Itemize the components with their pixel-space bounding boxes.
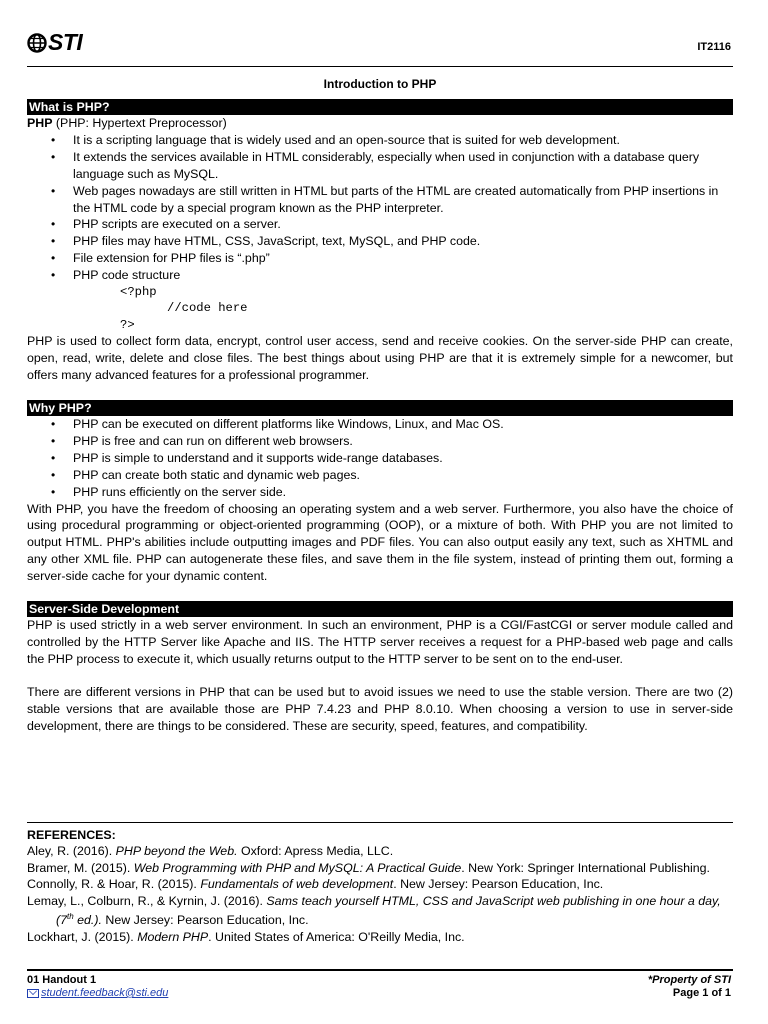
footer-right bbox=[648, 974, 731, 1000]
sti-logo bbox=[27, 29, 82, 56]
document-title: Introduction to PHP bbox=[323, 77, 437, 91]
handout-label: 01 Handout 1 bbox=[27, 974, 97, 986]
document-code: IT2116 bbox=[697, 41, 731, 53]
mail-icon bbox=[27, 989, 39, 998]
document-body bbox=[27, 99, 733, 735]
php-expansion: (PHP: Hypertext Preprocessor) bbox=[52, 116, 227, 130]
code-comment: //code here bbox=[167, 301, 248, 316]
list-item: • PHP is simple to understand and it supports wide-range databases. bbox=[73, 450, 733, 467]
logo-text: STI bbox=[48, 29, 83, 55]
page-footer bbox=[27, 969, 733, 999]
list-item: • PHP can be executed on different platforms like Windows, Linux, and Mac OS. bbox=[73, 416, 733, 433]
code-close-tag: ?> bbox=[120, 317, 135, 332]
list-item: • PHP scripts are executed on a server. bbox=[73, 216, 733, 233]
references-heading: REFERENCES: bbox=[27, 828, 116, 842]
list-item: • File extension for PHP files is “.php” bbox=[73, 250, 733, 267]
feedback-email-row bbox=[27, 987, 168, 1000]
section-paragraph: PHP is used to collect form data, encrypt, control user access, send and receive cookies. On the server-side PHP can create, open, read, write, delete and close files. The best things about using PHP are that it is extremely simple for a newcomer, but offers many advanced features for a professional programmer. bbox=[27, 334, 733, 383]
reference-item: Aley, R. (2016). PHP beyond the Web. Oxford: Apress Media, LLC. bbox=[27, 844, 394, 859]
list-item: • It is a scripting language that is widely used and an open-source that is suited for web development. bbox=[73, 132, 733, 149]
section-heading-why-php: Why PHP? bbox=[27, 400, 733, 416]
page-header bbox=[27, 26, 733, 67]
list-item: • PHP code structure bbox=[73, 267, 733, 284]
section-paragraph: PHP is used strictly in a web server environment. In such an environment, PHP is a CGI/FastCGI or server module called and controlled by the HTTP Server like Apache and IIS. The HTTP server receives a request for a PHP-based web page and calls the PHP process to execute it, which usually returns output to the HTTP server to be sent on to the end-user. bbox=[27, 618, 733, 666]
code-open-tag: <?php bbox=[120, 285, 157, 300]
list-item: • PHP can create both static and dynamic web pages. bbox=[73, 467, 733, 484]
section-paragraph: With PHP, you have the freedom of choosing an operating system and a web server. Furthermore, you also have the choice of using procedural programming or object-oriented programming (OOP), or a mixture of both. With PHP you are not limited to output HTML. PHP's abilities include outputting images and PDF files. You can also output easily any text, such as XHTML and any other XML file. PHP can autogenerate these files, and save them in the file system, instead of printing them out, forming a server-side cache for your dynamic content. bbox=[27, 501, 733, 584]
section-heading-what-is-php: What is PHP? bbox=[27, 99, 733, 115]
references bbox=[27, 822, 733, 945]
php-definition bbox=[27, 115, 733, 132]
list-item: • Web pages nowadays are still written in HTML but parts of the HTML are created automatically from PHP insertions in the HTML code by a special program known as the PHP interpreter. bbox=[73, 183, 733, 217]
reference-item: Lockhart, J. (2015). Modern PHP. United States of America: O'Reilly Media, Inc. bbox=[27, 929, 465, 944]
footer-left bbox=[27, 974, 168, 1000]
reference-item: Connolly, R. & Hoar, R. (2015). Fundamentals of web development. New Jersey: Pearson Education, Inc. bbox=[27, 877, 604, 892]
php-term: PHP bbox=[27, 116, 53, 130]
globe-icon bbox=[27, 33, 47, 53]
property-label: *Property of STI bbox=[647, 974, 731, 986]
list-item: • PHP is free and can run on different web browsers. bbox=[73, 433, 733, 450]
list-item: • PHP runs efficiently on the server side. bbox=[73, 484, 733, 501]
section-heading-server-side: Server-Side Development bbox=[27, 601, 733, 617]
list-item: • PHP files may have HTML, CSS, JavaScript, text, MySQL, and PHP code. bbox=[73, 233, 733, 250]
document-page bbox=[27, 0, 733, 1024]
feedback-email-link[interactable]: student.feedback@sti.edu bbox=[41, 987, 169, 999]
reference-item: Bramer, M. (2015). Web Programming with PHP and MySQL: A Practical Guide. New York: Springer International Publishing. bbox=[27, 860, 710, 875]
page-number: Page 1 of 1 bbox=[672, 987, 731, 999]
what-is-php-list bbox=[27, 132, 733, 284]
why-php-list bbox=[27, 416, 733, 501]
list-item: • It extends the services available in HTML considerably, especially when used in conjunction with a database query language such as MySQL. bbox=[73, 149, 733, 183]
section-paragraph: There are different versions in PHP that can be used but to avoid issues we need to use the stable version. There are two (2) stable versions that are available those are PHP 7.4.23 and PHP 8.0.10. When choosing a version to use in server-side development, there are things to be considered. These are security, speed, features, and compatibility. bbox=[27, 684, 733, 733]
reference-item: Lemay, L., Colburn, R., & Kyrnin, J. (2016). Sams teach yourself HTML, CSS and JavaScript web publishing in one hour a day, (7th ed.). New Jersey: Pearson Education, Inc. bbox=[27, 893, 721, 928]
